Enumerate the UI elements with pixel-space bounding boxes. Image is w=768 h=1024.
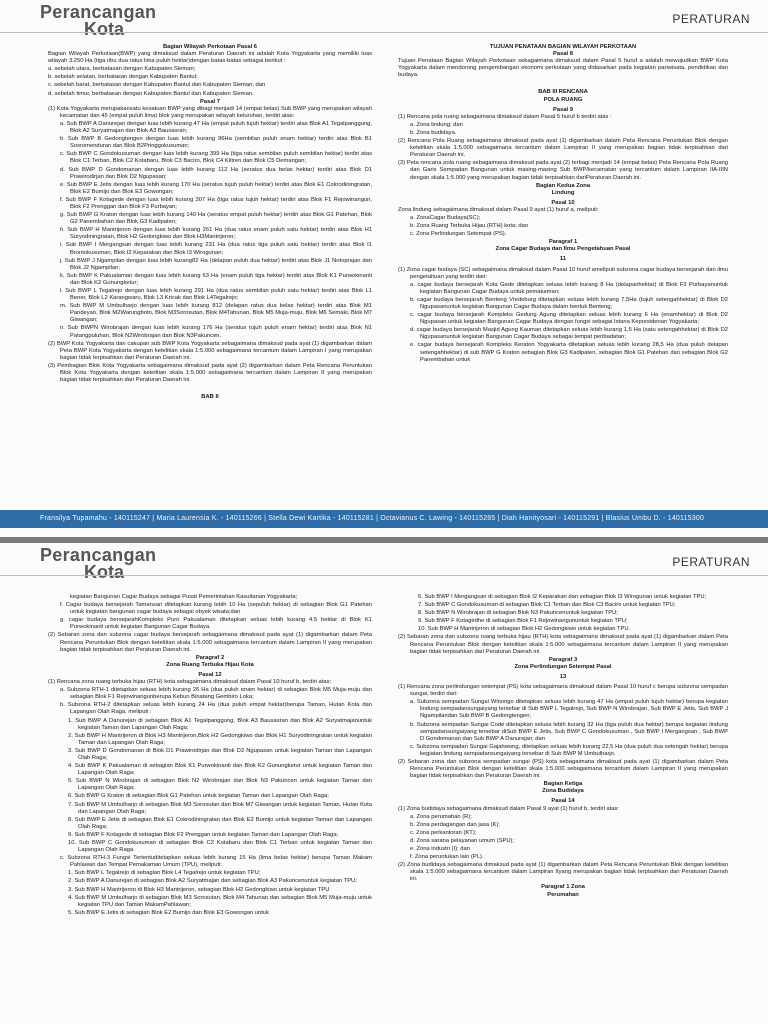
list-item: (1) Rencana zona perlindungan setempat (PS) kota sebagaimana dimaksud dalam Pasal 10 huruf c berupa subzona sempadan sungai, terdiri dari: [398, 684, 728, 698]
right-column [398, 594, 728, 902]
right-column [398, 44, 728, 365]
logo-line-2: Kota [84, 19, 124, 39]
list-item: e. cagar budaya bersejarah Kompleks Keraton Yogyakarta ditetapkan seluas lebih kurang 28,5 Ha (dua puluh delapan setengahhektar) di sub BWP G Kraton sebagian Blok G3 Kadipaten, sebagian Blok G1 Patehan dan sebagian Blok G2 Panembahan untuk [410, 342, 728, 363]
list-item: n. Sub BWPN Wirobrajan dengan luas lebih kurang 176 Ha (seratus tujuh puluh enam hektar) terdiri atas Blok N1 Patangpuluhan, Blok N2Wirobrajan dan Blok N3Pakuncen. [60, 325, 372, 339]
list-item: 2. Sub BWP A Danurejan di sebagian Blok A2 Suryatmajan dan sebagian Blok A3 Pakuncenuntuk kegiatan TPU; [68, 878, 357, 885]
section-heading: Bagian Kedua Zona [535, 182, 591, 189]
list-item: c. sebelah barat, berbatasan dengan Kabupaten Bantul dan Kabupaten Sleman; dan [48, 82, 266, 89]
logo-line-1: Perancangan [40, 2, 157, 22]
list-item: c. Sub BWP C Gondokusuman dengan luas lebih kurang 399 Ha (tiga ratus sembilan puluh sembilan hektar) terdiri atas Blok C1 Terban, Blok C2 Kotabaru, Blok C3 Baciro, Blok C4 Klitren dan Blok C5 Demangan; [60, 151, 372, 165]
body-paragraph: Zona lindung sebagaimana dimaksud dalam Pasal 9 ayat (1) huruf a, meliputi: [398, 206, 599, 213]
header-label: PERATURAN [672, 12, 750, 26]
section-heading: Pasal 10 [551, 199, 575, 206]
list-item: f. Zona peruntukan lain (PL). [410, 854, 484, 861]
header-divider [0, 575, 768, 576]
list-item: b. Subzona sempadan Sungai Code ditetapkan seluas lebih kurang 32 Ha (tiga puluh dua hektar) berupa kegiatan lindung sempadansungaiyang tersebar diSub BWP E Jetis, Sub BWP C Gondokusuman , Sub BWP I Mergangsan , Sub BWP D Gondomanan dan Sub BWP A Danurejan; dan [410, 721, 728, 742]
list-item: 1. Sub BWP A Danurejan di sebagian Blok A1 Tegalpanggung, Blok A3 Bausasran dan Blok A2 Suryatmajanuntuk kegiatan Taman dan Lapangan Olah Raga; [68, 717, 372, 731]
list-item: m. Sub BWP M Umbulharjo dengan luas lebih kurang 812 (delapan ratus dua belas hektar) terdiri atas Blok M1 Pandeyan, Blok M2Warungboto, Blok M3Sorosutan, Blok M4Tahunan, Blok M5 Muja-muju, Blok M6 Semaki, Blok M7 Giwangan; [60, 303, 372, 324]
section-heading: Paragraf 1 Zona [541, 884, 585, 891]
list-item: a. Subzona sempadan Sungai Winongo ditetapkan seluas lebih kurang 47 Ha (empat puluh tujuh hektar) berupa kegiatan lindung sempadansungaiyang tersebar di Sub BWP L Tegalrejo, Sub BWP N Wirobrajan, Sub BWP E Jetis, Sub BWP J Ngampilandan Sub BWP B Gedongtengen; [410, 699, 728, 720]
document-page-2 [0, 543, 768, 1024]
list-item: a. Zona lindung; dan [410, 121, 463, 128]
list-item: 3. Sub BWP D Gondomanan di Blok D1 Prawirodirjan dan Blok D2 Ngupasan untuk kegiatan Taman dan Lapangan Olah Raga; [68, 747, 372, 761]
list-item: (2) Sebaran zona dan subzona cagar budaya bersejarah sebagaimana dimaksud pada ayat (1) digambarkan dalam Peta Rencana Peruntukan Blok dengan ketelitian skala 1:5.000 sebagaimana tercantum dalam Lampiran II yang merupakan bagian tidak terpisahkan dari Peraturan Daerah ini. [48, 632, 372, 653]
section-heading: TUJUAN PENATAAN BAGIAN WILAYAH PERKOTAAN [489, 44, 637, 50]
body-paragraph: kegiatan Bangunan Cagar Budaya sebagai Pusat Pemerintahan Kasultanan Yogyakarta; [70, 594, 298, 600]
list-item: c. Subzona RTH-3 Fungsi Tertentuditetapkan seluas lebih kurang 15 Ha (lima belas hektar) berupa Taman Makam Pahlawan dan Tempat Pemakaman Umum (TPU), meliputi: [60, 855, 372, 869]
list-item: j. Sub BWP J Ngampilan dengan luas lebih kurang82 Ha (delapan puluh dua hektar) terdiri atas Blok J1 Notoprajan dan Blok J2 Ngampilan; [60, 257, 372, 271]
list-item: (3) Pembagian Blok Kota Yogyakarta sebagaimana dimaksud pada ayat (2) digambarkan dalam Peta Rencana Peruntukan Blok Kota Yogyakarta dengan ketelitian skala 1:5.000 sebagaimana tercantum dalam Lampiran II yang merupakan bagian tidak terpisahkan dari Peraturan Daerah ini. [48, 362, 372, 384]
left-column [48, 44, 372, 401]
list-item: d. Zona sarana pelayanan umum (SPU); [410, 837, 515, 844]
list-item: 1. Sub BWP L Tegalrejo di sebagian Blok L4 Tegalrejo untuk kegiatan TPU; [68, 870, 261, 877]
list-item: (1) Rencana pola ruang sebagaimana dimaksud dalam Pasal 5 huruf b terdiri atas : [398, 113, 612, 120]
list-item: 5. Sub BWP E Jetis di sebagian Blok E2 Bumijo dan Blok E3 Gowongan untuk [68, 909, 269, 916]
list-item: (1) Zona cagar budaya (SC) sebagaimana dimaksud dalam Pasal 10 huruf ameliputi subzona cagar budaya bersejarah dan ilmu pengetahuan yang terdiri dari: [398, 266, 728, 280]
section-heading: Pasal 14 [551, 798, 575, 805]
section-heading: Pasal 12 [198, 671, 222, 678]
list-item: (2) Sebaran zona dan subzona ruang terbuka hijau (RTH) kota sebagaimana dimaksud pada ayat (1) digambarkan dalam Peta Rencana Peruntukan Blok dengan ketelitian skala 1:5.000 sebagaimana tercantum dalam Lampiran II yang merupakan bagian tidak terpisahkan dari Peraturan Daerah ini. [398, 634, 728, 655]
list-item: 10. Sub BWP C Gondokusuman di sebagian Blok C2 Kotabaru dan Blok C1 Terban untuk kegiatan Taman dan Lapangan Olah Raga. [68, 840, 372, 854]
page-header [0, 543, 768, 587]
list-item: 2. Sub BWP H Mantrijeron di Blok H3 Mantrijeron,Blok H2 Gedongkiwo dan Blok H1 Suryodiningratan untuk kegiatan Taman dan Lapangan Olah Raga; [68, 732, 372, 746]
list-item: 8. Sub BWP E Jetis di sebagian Blok E1 Cokrodiningratan dan Blok E2 Bumijo untuk kegiatan Taman dan Lapangan Olah Raga; [68, 816, 372, 830]
section-heading: Lindung [551, 189, 575, 196]
section-heading: Pasal 7 [200, 98, 220, 105]
list-item: (2) Zona budidaya sebagaimana dimaksud pada ayat (1) digambarkan dalam Peta Rencana Peruntukan Blok dengan ketelitian skala 1:5.000 sebagaimana tercantum dalam Lampiran IIyang merupakan bagian tidak terpisahkan dari Peraturan Daerah ini. [398, 862, 728, 883]
list-item: c. Zona perkantoran (KT); [410, 829, 477, 836]
list-item: c. cagar budaya bersejarah Kompleks Gedung Agung ditetapkan seluas lebih kurang 6 Ha (enamhektar) di Blok D2 Ngupasan untuk kegiatan Bangunan Cagar Budaya dengan fungsi sebagai Istana Kepresidenan Yogyakarta; [410, 312, 728, 326]
list-item: (1) Kota Yogyakarta merupakansatu kesatuan BWP yang dibagi menjadi 14 (empat belas) Sub BWP yang merupakan wilayah kecamatan dan 45 (empat puluh lima) blok yang merupakan wilayah keluruhan, terdiri atas: [48, 105, 372, 119]
header-divider [0, 32, 768, 33]
list-item: l. Sub BWP L Tegalrejo dengan luas lebih kurang 291 Ha (dua ratus sembilan puluh satu hektar) terdiri atas Blok L1 Bener, Blok L2 Karangwaru, Blok L3 Kricak dan Blok L4Tegalrejo; [60, 288, 372, 302]
list-item: a. Subzona RTH-1 ditetapkan seluas lebih kurang 26 Ha (dua puluh enam hektar) di sebagian Blok M5 Muja-muju dan sebagian Blok F1 Rejowinangunberupa Kebun Binatang Gembiro Loka; [60, 687, 372, 701]
list-item: i. Sub BWP I Mergangsan dengan luas lebih kurang 231 Ha (dua ratus tiga puluh satu hektar) terdiri atas Blok I1 Brontokusuman, Blok I2 Keparakan dan Blok I3 Wirogunan; [60, 242, 372, 256]
list-item: b. Zona budidaya. [410, 129, 457, 136]
list-item: a. Sub BWP A Danurejan dengan luas lebih kurang 47 Ha (empat puluh tujuh hektar) terdiri atas Blok A1 Tegalpanggung, Blok A2 Suryatmajan dan Blok A3 Bausasran; [60, 120, 372, 135]
list-item: b. sebelah selatan, berbatasan dengan Kabupaten Bantul; [48, 74, 198, 81]
list-item: f. Cagar budaya bersejarah Tamansari ditetapkan kurang lebih 10 Ha (sepuluh hektar) di sebagian Blok G1 Patehan untuk kegiatan bangunan cagar budaya sebagai obyek wisata;dan [60, 602, 372, 616]
list-item: h. Sub BWP H Mantrijeron dengan luas lebih kurang 261 Ha (dua ratus enam puluh satu hektar) terdiri atas Blok H1 Suryodiningratan, Blok H2 Gedongkiwo dan Blok H3Mantrijeron; [60, 227, 372, 241]
section-heading: 11 [559, 256, 567, 263]
list-item: 7. Sub BWP C Gondokusuman di sebagian Blok C1 Terban dan Blok C3 Baciro untuk kegiatan TPU; [418, 602, 676, 609]
list-item: (2) Sebaran zona dan subzona sempadan sungai (PS) kota sebagaimana dimaksud pada ayat (1) digambarkan dalam Peta Rencana Peruntukan Blok dengan ketelitian skala 1:5.000 sebagaimana tercantum dalam Lampiran II yang merupakan bagian tidak terpisahkan dari Peraturan Daerah ini. [398, 758, 728, 780]
section-heading: Paragraf 1 [548, 239, 578, 246]
section-heading: Bagian Wilayah Perkotaan Pasal 6 [162, 44, 258, 50]
body-paragraph: Bagian Wilayah Perkotaan(BWP) yang dimaksud dalam Peraturan Daerah ini adalah Kota Yogyakarta yang memiliki luas wilayah 3.250 Ha (tiga ribu dua ratus lima puluh hektar)dengan batas-batas sebagai berikut : [48, 51, 372, 65]
list-item: d. sebelah timur, berbatasan dengan Kabupaten Bantul dan Kabupaten Sleman. [48, 90, 254, 97]
section-heading: Zona Budidaya [542, 788, 584, 795]
list-item: (2) BWP Kota Yogyakarta dan cakupan sub BWP Kota Yogyakarta sebagaimana dimaksud pada ayat (1) digambarkan dalam Peta BWP Kota Yogyakarta dengan ketelitian skala 1:5.000 sebagaimana tercantum dalam Lampiran I yang merupakan bagian tidak terpisahkan dari Peraturan Daerah ini. [48, 340, 372, 361]
section-heading: BAB III RENCANA [538, 89, 588, 96]
logo-line-1: Perancangan [40, 545, 157, 565]
section-heading: Bagian Ketiga [543, 781, 583, 788]
section-heading: Paragraf 2 [195, 654, 225, 661]
list-item: 3. Sub BWP H Mantrijeron di Blok H3 Mantrijeron, sebagian Blok H2 Gedongkiwo untuk kegiatan TPU [68, 886, 330, 893]
body-paragraph: Tujuan Penataan Bagian Wilayah Perkotaan sebagaimana dimaksud dalam Pasal 5 huruf a adalah mewujudkan BWP Kota Yogyakarta dalam mendorong pengembangan ekonomi perkotaan yang didasarkan pada kegiatan pariwisata, pendidikan dan budaya. [398, 58, 728, 79]
list-item: c. Zona Perlindungan Setempat (PS). [410, 231, 507, 238]
section-heading: Zona Perlindungan Setempat Pasal [514, 663, 612, 670]
list-item: (2) Rencana Pola Ruang sebagaimana dimaksud pada ayat (1) digambarkan dalam Peta Rencana Peruntukan Blok dengan ketelitian skala 1:5.000 sebagaimana tercantum dalam Lampiran II yang merupakan bagian tidak terpisahkan dari Peraturan Daerah ini. [398, 138, 728, 159]
list-item: b. Zona perdagangan dan jasa (K); [410, 821, 500, 828]
list-item: 7. Sub BWP M Umbulharjo di sebagian Blok M3 Sorosutan dan Blok M7 Giwangan untuk kegiatan Taman, Hutan Kota dan Lapangan Olah Raga; [68, 801, 372, 815]
logo-line-2: Kota [84, 562, 124, 582]
list-item: a. Zona perumahan (R); [410, 813, 472, 820]
list-item: b. Sub BWP B Gedongtengen dengan luas lebih kurang 96Ha (sembilan puluh enam hektar) terdiri atas Blok B1 Sosromenduran dan Blok B2Pringgokusuman; [60, 136, 372, 150]
section-heading: Paragraf 3 [548, 656, 578, 663]
list-item: b. Zona Ruang Terbuka Hijau (RTH) kota; dan [410, 223, 529, 230]
list-item: a. sebelah utara, berbatasan dengan Kabupaten Sleman; [48, 66, 196, 73]
list-item: 8. Sub BWP N Wirobrajan di sebagian Blok N3 Pakuncenuntuk kegiatan TPU; [418, 610, 618, 617]
list-item: 4. Sub BWP K Pakualaman di sebagian Blok K1 Purwokinanti dan Blok K2 Gunungketur untuk kegiatan Taman dan Lapangan Olah Raga; [68, 763, 372, 777]
list-item: e. Sub BWP E Jetis dengan luas lebih kurang 170 Ha (seratus tujuh puluh hektar) terdiri atas Blok E1 Cokrodiningratan, Blok E2 Bumijo dan Blok E3 Gowongan; [60, 181, 372, 195]
section-heading: BAB II [201, 394, 219, 401]
list-item: k. Sub BWP K Pakualaman dengan luas lebih kurang 63 Ha (enam puluh tiga hektar) terdiri atas Blok K1 Purwokinanti dan Blok K2 Gunungketur; [60, 272, 372, 286]
list-item: 4. Sub BWP M Umbulharjo di sebagian Blok M3 Sorosutan, Blok M4 Tahunan dan sebagian Blok M5 Muja-muju untuk kegiatan TPU dan Taman MakamPahlawan; [68, 894, 372, 908]
list-item: b. Subzona RTH-2 ditetapkan seluas lebih kurang 24 Ha (dua puluh empat hektar)berupa Taman, Hutan Kota dan Lapangan Olah Raga, meliputi : [60, 702, 372, 716]
page-header [0, 0, 768, 44]
list-item: c. Subzona sempadan Sungai Gajahwong, ditetapkan seluas lebih kurang 22,5 Ha (dua puluh dua setengah hektar) berupa kegiatan lindung sempadansungaiyang tersebar di Sub BWP M Umbulharjo. [410, 743, 728, 757]
list-item: 10. Sub BWP H Mantrijeron di sebagian Blok H2 Gedongkiwo untuk kegiatan TPU. [418, 626, 631, 633]
list-item: b. cagar budaya bersejarah Benteng Vredeburg ditetapkan seluas lebih kurang 7,5Ha (tujuh setengahhektar) di Blok D2 Ngupasanuntuk kegiatan Bangunan Cagar Budaya dalam bentuk Benteng; [410, 296, 728, 310]
section-heading: POLA RUANG [543, 96, 583, 103]
list-item: 9. Sub BWP F Kotagedhe di sebagian Blok F1 Rejowinangununtuk kegiatan TPU; [418, 618, 628, 625]
section-heading: Perumahan [547, 891, 579, 898]
list-item: (1) Rencana zona ruang terbuka hijau (RTH) kota sebagaimana dimaksud dalam Pasal 10 huruf b, terdiri atas: [48, 679, 332, 686]
list-item: 5. Sub BWP N Wirobrajan di sebagian Blok N2 Wirobrajan dan Blok N3 Pakuncen untuk kegiatan Taman dan Lapangan Olah Raga; [68, 778, 372, 792]
list-item: (3) Peta rencana pola ruang sebagaimana dimaksud pada ayat (2) terbagi menjadi 14 (empat belas) Peta Rencana Pola Ruang dan Garis Sempadan Bangunan untuk masing-masing Sub BWP/kecamatan yang tercantum dalam Lampiran IIA-IIIN dengan skala 1:5.000 yang merupakan bagian tidak terpisahkan dariPeraturan Daerah ini. [398, 160, 728, 181]
list-item: a. ZonaCagar Budaya(SC); [410, 214, 481, 221]
header-label: PERATURAN [672, 555, 750, 569]
section-heading: Pasal 8 [553, 51, 573, 58]
section-heading: 13 [559, 673, 567, 680]
list-item: e. Zona industri (I); dan [410, 846, 470, 852]
list-item: a. cagar budaya bersejarah Kota Gede ditetapkan seluas lebih kurang 8 Ha (delapanhektar) di Blok F3 Purbayanuntuk kegiatan Bangunan Cagar Budaya untuk pemakaman; [410, 281, 728, 295]
section-heading: Zona Cagar Budaya dan Ilmu Pengetahuan Pasal [495, 246, 631, 253]
section-heading: Zona Ruang Terbuka Hijau Kota [166, 661, 254, 668]
list-item: f. Sub BWP F Kotagede dengan luas lebih kurang 307 Ha (tiga ratus tujuh hektar) terdiri atas Blok F1 Rejowinangun, Blok F2 Prenggan dan Blok F3 Purbayan; [60, 196, 372, 210]
list-item: 9. Sub BWP F Kotagede di sebagian Blok F2 Prenggan untuk kegiatan Taman dan Lapangan Olah Raga; [68, 831, 339, 838]
list-item: d. Sub BWP D Gondomanan dengan luas lebih kurang 112 Ha (seratus dua belas hektar) terdiri atas Blok D1 Prawirodirjan dan Blok D2 Ngupasan; [60, 166, 372, 180]
list-item: 6. Sub BWP I Mergangsan di sebagian Blok I2 Keparakan dan sebagian Blok I3 Wirogunan untuk kegiatan TPU; [418, 594, 707, 600]
list-item: g. cagar budaya bersejarahKompleks Puro Pakualaman ditetapkan seluas lebih kurang 4,5 hektar di Blok K1 Purwokinanti untuk kegiatan Bangunan Cagar Budaya. [60, 617, 372, 631]
left-column [48, 594, 372, 918]
list-item: d. cagar budaya bersejarah Masjid Agung Kauman ditetapkan seluas lebih kurang 1,5 Ha (satu setengahhektar) di Blok D2 Ngupasanuntuk kegiatan Bangunan Cagar Budaya sebagai tempat peribadatan; [410, 327, 728, 341]
footer-authors: Fransilya Tupamahu - 140115247 | Maria Laurensia K. - 140115266 | Stella Dewi Kartika - 140115281 | Octavianus C. Lawing - 140115285 | Diah Hanityosari - 140115291 | Blasius Umbu D. - 140115300 [0, 510, 768, 528]
list-item: 6. Sub BWP G Kraton di sebagian Blok G1 Patehan untuk kegiatan Taman dan Lapangan Olah Raga; [68, 793, 329, 800]
list-item: g. Sub BWP G Kraton dengan luas lebih kurang 140 Ha (seratus empat puluh hektar) terdiri atas Blok G1 Patehan, Blok G2 Panembahan dan Blok G3 Kadipaten; [60, 212, 372, 226]
list-item: (1) Zona budidaya sebagaimana dimaksud dalam Pasal 9 ayat (1) huruf b, terdiri atas: [398, 805, 620, 812]
section-heading: Pasal 9 [553, 106, 573, 113]
